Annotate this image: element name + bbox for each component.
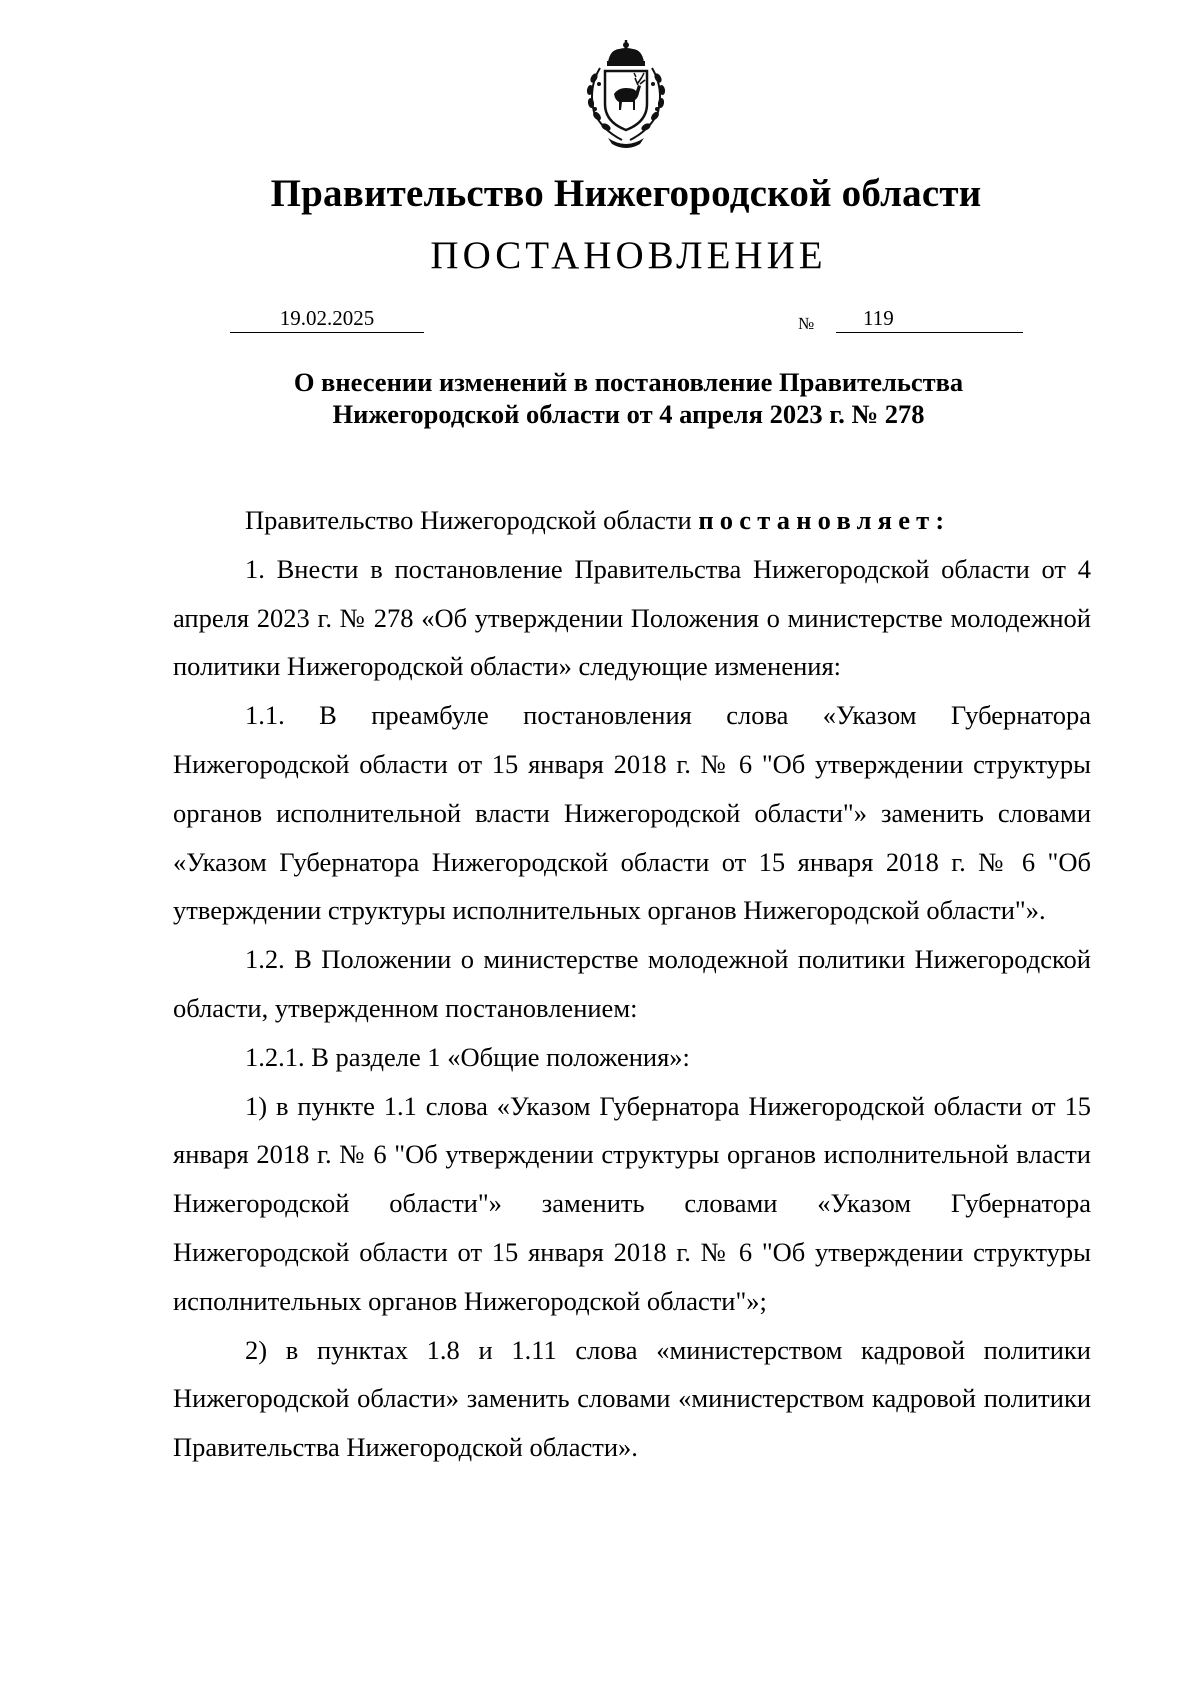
document-number: 119: [863, 306, 894, 330]
organization-title: Правительство Нижегородской области: [270, 172, 982, 215]
preamble-text: Правительство Нижегородской области: [245, 505, 699, 535]
body-paragraph: 1.2. В Положении о министерстве молодежной политики Нижегородской области, утвержденном постановлением:: [173, 944, 1091, 1023]
document-number-field: [836, 304, 1023, 333]
document-body: [173, 496, 1091, 1472]
resolution-verb: постановляет:: [698, 505, 951, 535]
body-paragraph: 1) в пункте 1.1 слова «Указом Губернатора Нижегородской области от 15 января 2018 г. № 6 "Об утверждении структуры органов исполнительной власти Нижегородской области"» заменить словами «Указом Губернатора Нижегородской области от 15 января 2018 г. № 6 "Об утверждении структуры исполнительных органов Нижегородской области"»;: [173, 1090, 1091, 1316]
document-type-heading: ПОСТАНОВЛЕНИЕ: [430, 234, 827, 277]
body-paragraph: 1. Внести в постановление Правительства Нижегородской области от 4 апреля 2023 г. № 278 «Об утверждении Положения о министерстве молодежной политики Нижегородской области» следующие изменения:: [173, 553, 1091, 682]
body-paragraph: 2) в пунктах 1.8 и 1.11 слова «министерством кадровой политики Нижегородской области» заменить словами «министерством кадровой политики Правительства Нижегородской области».: [173, 1334, 1091, 1463]
subject-line-2: Нижегородской области от 4 апреля 2023 г. № 278: [332, 399, 925, 429]
body-paragraph: 1.2.1. В разделе 1 «Общие положения»:: [245, 1041, 690, 1072]
document-subject: [0, 366, 1200, 430]
document-date: 19.02.2025: [230, 304, 424, 333]
body-paragraph: 1.1. В преамбуле постановления слова «Указом Губернатора Нижегородской области от 15 января 2018 г. № 6 "Об утверждении структуры органов исполнительной власти Нижегородской области"» заменить словами «Указом Губернатора Нижегородской области от 15 января 2018 г. № 6 "Об утверждении структуры исполнительных органов Нижегородской области"».: [173, 700, 1091, 926]
coat-of-arms-icon: [572, 38, 680, 150]
preamble-paragraph: [173, 496, 1091, 545]
number-sign: №: [798, 314, 815, 333]
subject-line-1: О внесении изменений в постановление Правительства: [293, 367, 964, 397]
